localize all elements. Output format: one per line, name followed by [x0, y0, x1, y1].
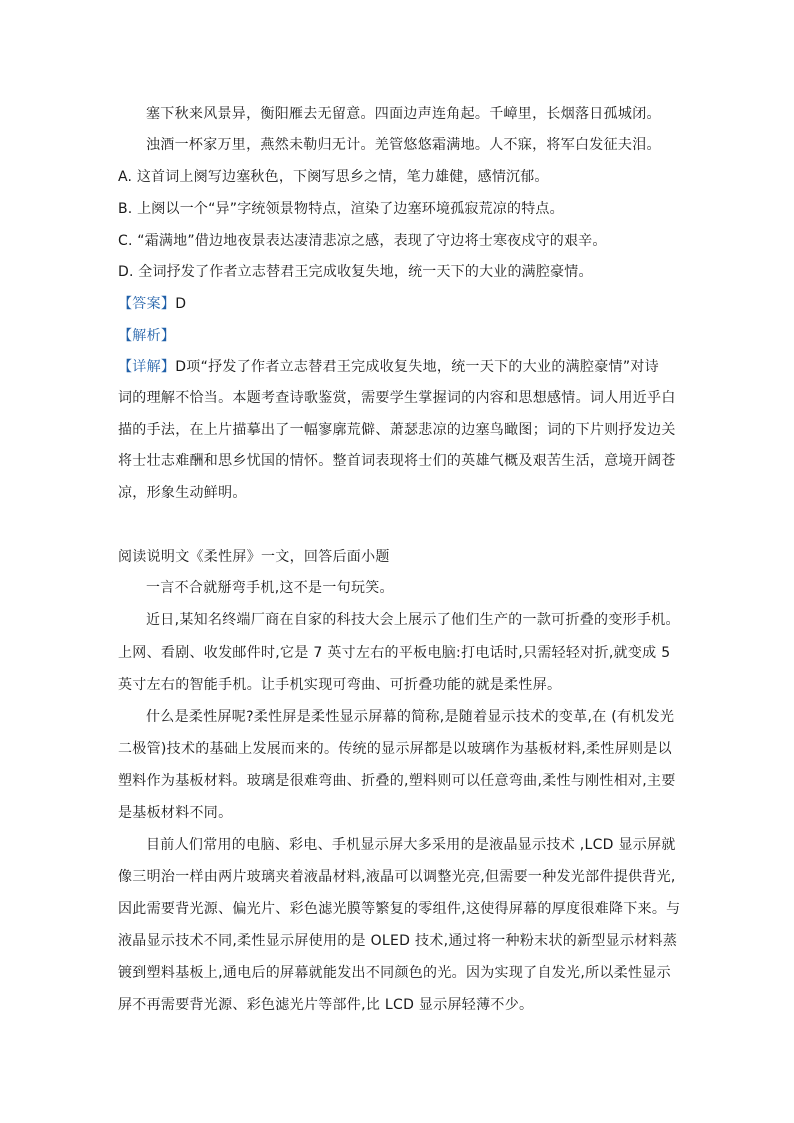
- reading-line-4: 英寸左右的智能手机。让手机实现可弯曲、可折叠功能的就是柔性屏。: [118, 677, 562, 693]
- option-b: B. 上阕以一个“异”字统领景物特点，渲染了边塞环境孤寂荒凉的特点。: [118, 201, 564, 217]
- answer-value: D: [175, 296, 187, 312]
- reading-line-8: 是基板材料不同。: [118, 805, 233, 821]
- reading-line-12: 液晶显示技术不同,柔性显示屏使用的是 OLED 技术,通过将一种粉末状的新型显示材料蒸: [118, 933, 678, 949]
- reading-line-2: 近日,某知名终端厂商在自家的科技大会上展示了他们生产的一款可折叠的变形手机。: [146, 612, 680, 628]
- reading-instruction: 阅读说明文《柔性屏》一文，回答后面小题: [118, 549, 390, 565]
- detail-line-3: 描的手法，在上片描摹出了一幅寥廓荒僻、萧瑟悲凉的边塞鸟瞰图；词的下片则抒发边关: [118, 422, 676, 438]
- reading-line-5: 什么是柔性屏呢?柔性屏是柔性显示屏幕的简称,是随着显示技术的变革,在 (有机发光: [146, 709, 675, 725]
- detail-line-2: 词的理解不恰当。本题考查诗歌鉴赏，需要学生掌握词的内容和思想感情。词人用近乎白: [118, 390, 676, 406]
- reading-line-11: 因此需要背光源、偏光片、彩色滤光膜等繁复的零组件,这使得屏幕的厚度很难降下来。与: [118, 901, 681, 917]
- detail-label: 【详解】: [118, 359, 176, 375]
- reading-line-1: 一言不合就掰弯手机,这不是一句玩笑。: [146, 580, 394, 596]
- option-c: C. “霜满地”借边地夜景表达凄清悲凉之感，表现了守边将士寒夜戍守的艰辛。: [118, 233, 607, 249]
- reading-line-6: 二极管)技术的基础上发展而来的。传统的显示屏都是以玻璃作为基板材料,柔性屏则是以: [118, 741, 672, 757]
- detail-line-1: [118, 357, 659, 377]
- analysis-label: 【解析】: [118, 328, 176, 344]
- poem-line-2: 浊酒一杯家万里，燕然未勒归无计。羌管悠悠霜满地。人不寐，将军白发征夫泪。: [146, 137, 661, 153]
- poem-line-1: 塞下秋来风景异，衡阳雁去无留意。四面边声连角起。千嶂里，长烟落日孤城闭。: [146, 106, 661, 122]
- option-a: A. 这首词上阕写边塞秋色，下阕写思乡之情，笔力雄健，感情沉郁。: [118, 169, 549, 185]
- answer-line: [118, 294, 186, 314]
- answer-label: 【答案】: [118, 296, 176, 312]
- reading-line-14: 屏不再需要背光源、彩色滤光片等部件,比 LCD 显示屏轻薄不少。: [118, 997, 534, 1013]
- reading-line-3: 上网、看剧、收发邮件时,它是 7 英寸左右的平板电脑:打电话时,只需轻轻对折,就变成 5: [118, 645, 671, 661]
- reading-line-7: 塑料作为基板材料。玻璃是很难弯曲、折叠的,塑料则可以任意弯曲,柔性与刚性相对,主要: [118, 773, 676, 789]
- detail-text-1: D项“抒发了作者立志替君王完成收复失地，统一天下的大业的满腔豪情”对诗: [175, 359, 659, 375]
- detail-line-4: 将士壮志难酬和思乡忧国的情怀。整首词表现将士们的英雄气概及艰苦生活，意境开阔苍: [118, 453, 676, 469]
- reading-line-9: 目前人们常用的电脑、彩电、手机显示屏大多采用的是液晶显示技术 ,LCD 显示屏就: [146, 837, 676, 853]
- reading-line-10: 像三明治一样由两片玻璃夹着液晶材料,液晶可以调整光亮,但需要一种发光部件提供背光,: [118, 869, 676, 885]
- option-d: D. 全词抒发了作者立志替君王完成收复失地，统一天下的大业的满腔豪情。: [118, 264, 593, 280]
- reading-line-13: 镀到塑料基板上,通电后的屏幕就能发出不同颜色的光。因为实现了自发光,所以柔性显示: [118, 965, 671, 981]
- detail-line-5: 凉，形象生动鲜明。: [118, 485, 247, 501]
